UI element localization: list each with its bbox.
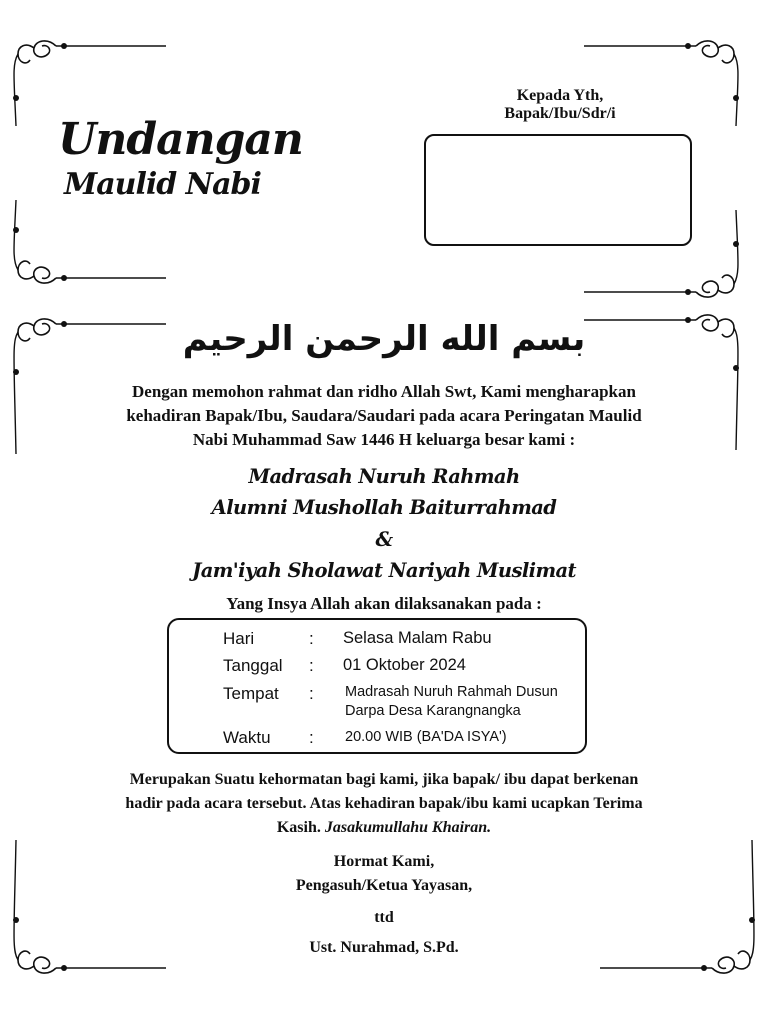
schedule-value-time: 20.00 WIB (BA'DA ISYA') bbox=[345, 729, 507, 745]
invitation-subtitle: Maulid Nabi bbox=[64, 167, 261, 202]
recipient-salutation: Bapak/Ibu/Sdr/i bbox=[504, 105, 616, 122]
schedule-intro: Yang Insya Allah akan dilaksanakan pada : bbox=[226, 594, 542, 613]
closing-line-1: Merupakan Suatu kehormatan bagi kami, jika bapak/ ibu dapat berkenan bbox=[129, 771, 639, 788]
basmala-text: بسم الله الرحمن الرحيم bbox=[182, 319, 586, 359]
schedule-colon-place: : bbox=[309, 684, 314, 703]
schedule-label-time: Waktu bbox=[223, 728, 271, 747]
schedule-colon-day: : bbox=[309, 629, 314, 648]
schedule-colon-time: : bbox=[309, 728, 314, 747]
event-schedule-box bbox=[167, 618, 587, 754]
intro-line-3: Nabi Muhammad Saw 1446 H keluarga besar kami : bbox=[192, 430, 576, 449]
closing-line-3-plain: Kasih. bbox=[276, 819, 325, 836]
invitation-title: Undangan bbox=[58, 114, 303, 165]
schedule-value-place-line-1: Madrasah Nuruh Rahmah Dusun bbox=[345, 684, 558, 700]
basmala-calligraphy-icon bbox=[182, 306, 586, 368]
signature-greeting: Hormat Kami, bbox=[333, 853, 435, 870]
recipient-greeting: Kepada Yth, bbox=[516, 87, 604, 104]
signature-role: Pengasuh/Ketua Yayasan, bbox=[295, 877, 473, 894]
schedule-label-place: Tempat bbox=[223, 684, 279, 703]
intro-line-1: Dengan memohon rahmat dan ridho Allah Swt, Kami mengharapkan bbox=[132, 382, 636, 401]
schedule-label-date: Tanggal bbox=[223, 656, 283, 675]
closing-line-3-italic: Jasakumullahu Khairan. bbox=[324, 819, 492, 836]
basmala-calligraphy bbox=[182, 306, 586, 368]
closing-line-2: hadir pada acara tersebut. Atas kehadiran bapak/ibu kami ucapkan Terima bbox=[125, 795, 643, 812]
intro-line-2: kehadiran Bapak/Ibu, Saudara/Saudari pada acara Peringatan Maulid bbox=[126, 406, 642, 425]
organizer-3: Jam'iyah Sholawat Nariyah Muslimat bbox=[192, 559, 576, 582]
organizer-2: Alumni Mushollah Baiturrahmad bbox=[211, 496, 557, 519]
schedule-value-day: Selasa Malam Rabu bbox=[343, 629, 492, 647]
recipient-address-box bbox=[424, 134, 692, 246]
signature-ttd: ttd bbox=[374, 909, 394, 926]
flourish-icon bbox=[8, 200, 168, 290]
organizer-1: Madrasah Nuruh Rahmah bbox=[248, 465, 520, 488]
closing-line-3 bbox=[60, 816, 708, 840]
schedule-value-date: 01 Oktober 2024 bbox=[343, 656, 466, 674]
corner-ornament-mid-left bbox=[8, 200, 168, 290]
organizer-ampersand: & bbox=[375, 528, 393, 551]
schedule-label-day: Hari bbox=[223, 629, 255, 648]
schedule-colon-date: : bbox=[309, 656, 314, 675]
schedule-value-place-line-2: Darpa Desa Karangnangka bbox=[345, 703, 521, 719]
signature-name: Ust. Nurahmad, S.Pd. bbox=[309, 939, 459, 956]
